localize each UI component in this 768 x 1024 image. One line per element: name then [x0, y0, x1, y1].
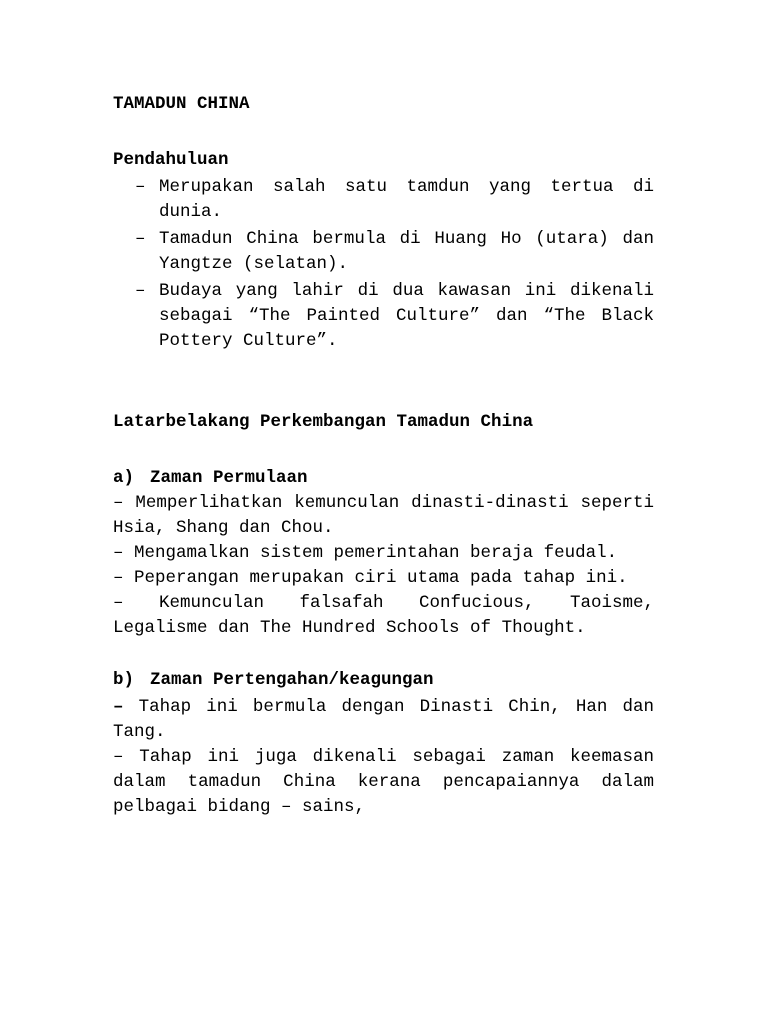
bullet-text: Tamadun China bermula di Huang Ho (utara) dan Yangtze (selatan). — [159, 229, 654, 274]
paragraph: – Tahap ini juga dikenali sebagai zaman keemasan dalam tamadun China kerana pencapaiannya dalam pelbagai bidang – sains, — [113, 747, 654, 817]
subsection-title: Zaman Permulaan — [150, 468, 308, 488]
paragraph-text: Tahap ini bermula dengan Dinasti Chin, Han dan Tang. — [113, 697, 654, 742]
intro-bullet-list — [113, 175, 654, 354]
dash-marker: – — [135, 281, 146, 301]
paragraph: – Peperangan merupakan ciri utama pada tahap ini. — [113, 568, 628, 588]
paragraph: – Mengamalkan sistem pemerintahan beraja feudal. — [113, 543, 618, 563]
subsection-marker: b) — [113, 670, 135, 690]
bullet-text: Budaya yang lahir di dua kawasan ini dikenali sebagai “The Painted Culture” dan “The Black Pottery Culture”. — [159, 281, 654, 351]
paragraph: – Memperlihatkan kemunculan dinasti-dinasti seperti Hsia, Shang dan Chou. — [113, 493, 654, 538]
subsection-b-heading — [113, 668, 654, 693]
document-page — [113, 92, 654, 820]
lead-dash: – — [113, 697, 124, 717]
list-item — [113, 175, 654, 225]
list-item — [113, 227, 654, 277]
document-title: TAMADUN CHINA — [113, 94, 250, 114]
section-heading: Latarbelakang Perkembangan Tamadun China — [113, 412, 534, 432]
subsection-marker: a) — [113, 468, 135, 488]
subsection-a-body — [113, 491, 654, 641]
paragraph: – Kemunculan falsafah Confucious, Taoisme, Legalisme dan The Hundred Schools of Thought. — [113, 593, 654, 638]
list-item — [113, 279, 654, 354]
paragraph — [113, 695, 654, 745]
dash-marker: – — [135, 229, 146, 249]
dash-marker: – — [135, 177, 146, 197]
subsection-b-body — [113, 695, 654, 820]
subsection-a-heading — [113, 466, 654, 491]
bullet-text: Merupakan salah satu tamdun yang tertua di dunia. — [159, 177, 654, 222]
intro-heading: Pendahuluan — [113, 150, 229, 170]
subsection-title: Zaman Pertengahan/keagungan — [150, 670, 434, 690]
